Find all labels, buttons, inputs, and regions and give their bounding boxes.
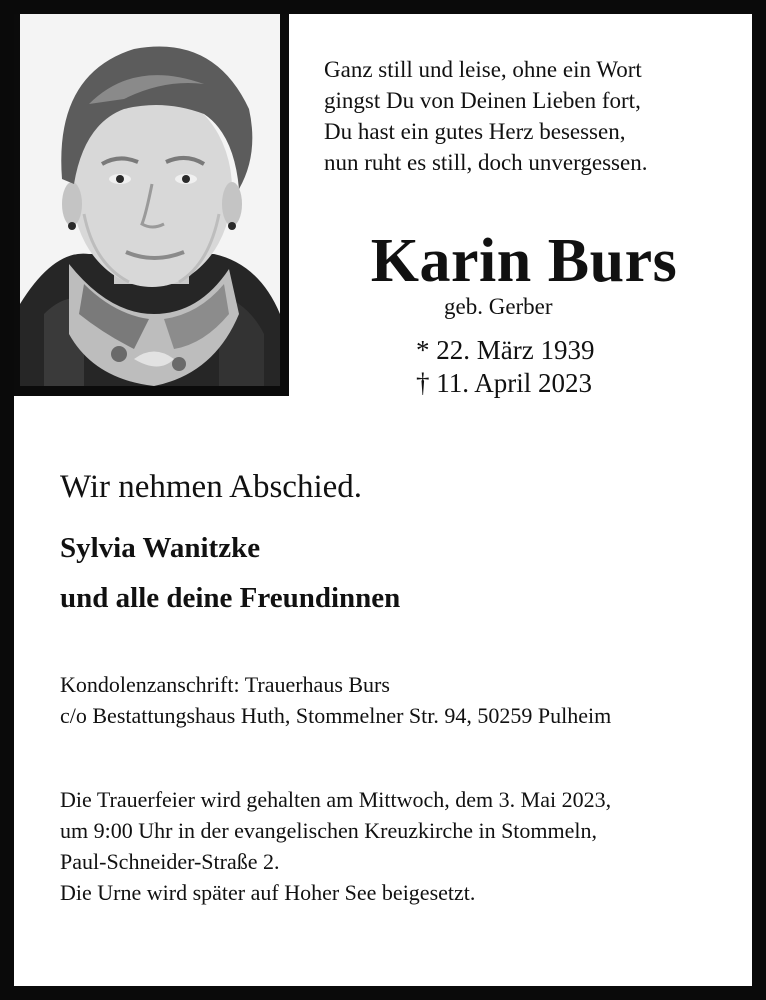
address-line: Kondolenzanschrift: Trauerhaus Burs bbox=[60, 672, 390, 697]
birth-date: * 22. März 1939 bbox=[416, 335, 595, 365]
poem-line: Ganz still und leise, ohne ein Wort bbox=[324, 57, 642, 82]
death-date: † 11. April 2023 bbox=[416, 368, 593, 398]
service-line: um 9:00 Uhr in der evangelischen Kreuzkirche in Stommeln, bbox=[60, 818, 598, 843]
portrait-photo bbox=[14, 14, 289, 396]
memorial-poem bbox=[324, 54, 647, 178]
condolence-address bbox=[60, 669, 611, 731]
portrait-illustration bbox=[14, 14, 289, 396]
service-line: Paul-Schneider-Straße 2. bbox=[60, 849, 280, 874]
address-line: c/o Bestattungshaus Huth, Stommelner Str. 94, 50259 Pulheim bbox=[60, 703, 612, 728]
deceased-name: Karin Burs bbox=[370, 227, 678, 295]
poem-line: gingst Du von Deinen Lieben fort, bbox=[324, 88, 641, 113]
farewell-heading: Wir nehmen Abschied. bbox=[60, 469, 363, 505]
mourner-name: und alle deine Freundinnen bbox=[60, 582, 401, 614]
service-line: Die Trauerfeier wird gehalten am Mittwoch, dem 3. Mai 2023, bbox=[60, 787, 612, 812]
mourner-name: Sylvia Wanitzke bbox=[60, 532, 261, 564]
funeral-service-info bbox=[60, 784, 611, 908]
birth-name: geb. Gerber bbox=[444, 294, 553, 319]
service-line: Die Urne wird später auf Hoher See beigesetzt. bbox=[60, 880, 476, 905]
poem-line: Du hast ein gutes Herz besessen, bbox=[324, 119, 626, 144]
poem-line: nun ruht es still, doch unvergessen. bbox=[324, 150, 648, 175]
